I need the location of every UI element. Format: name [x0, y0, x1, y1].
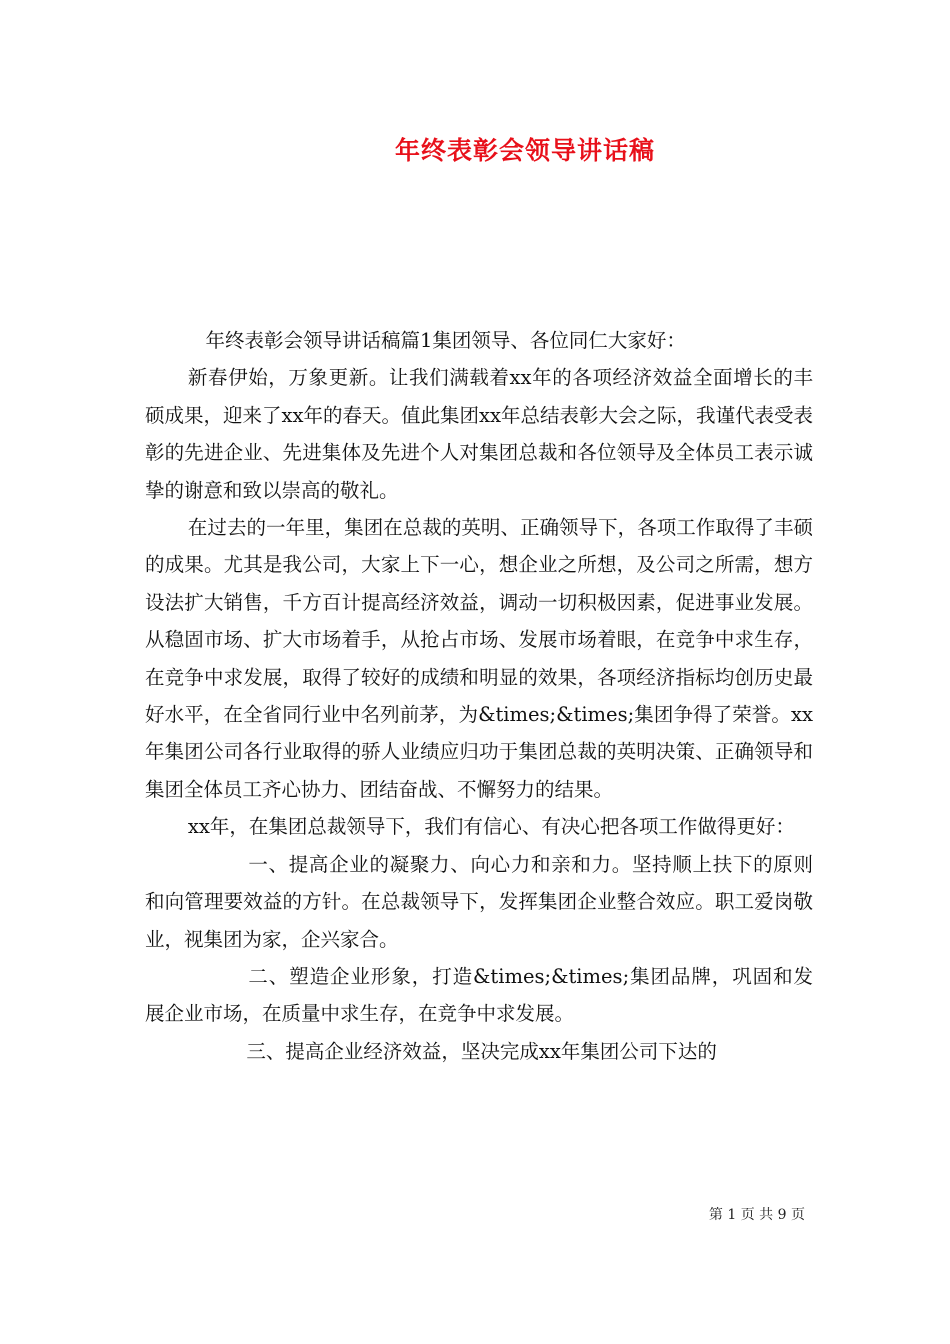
document-title: 年终表彰会领导讲话稿 — [394, 136, 655, 165]
paragraph-past-year: 在过去的一年里，集团在总裁的英明、正确领导下，各项工作取得了丰硕的成果。尤其是我公司，大家上下一心，想企业之所想，及公司之所需，想方设法扩大销售，千方百计提高经济效益，调动一切积极因素，促进事业发展。从稳固市场、扩大市场着手，从抢占市场、发展市场着眼，在竞争中求生存，在竞争中求发展，取得了较好的成绩和明显的效果，各项经济指标均创历史最好水平，在全省同行业中名列前茅，为&times;&times;集团争得了荣誉。xx年集团公司各行业取得的骄人业绩应归功于集团总裁的英明决策、正确领导和集团全体员工齐心协力、团结奋战、不懈努力的结果。 — [145, 516, 813, 801]
document-body — [145, 322, 813, 1070]
paragraph-point-two: 二、塑造企业形象，打造&times;&times;集团品牌，巩固和发展企业市场，在质量中求生存，在竞争中求发展。 — [145, 964, 813, 1026]
paragraph-coming-year: xx年，在集团总裁领导下，我们有信心、有决心把各项工作做得更好： — [187, 815, 795, 839]
paragraph-new-spring: 新春伊始，万象更新。让我们满载着xx年的各项经济效益全面增长的丰硕成果，迎来了xx年的春天。值此集团xx年总结表彰大会之际，我谨代表受表彰的先进企业、先进集体及先进个人对集团总裁和各位领导及全体员工表示诚挚的谢意和致以崇高的敬礼。 — [145, 366, 813, 502]
paragraph-point-one: 一、提高企业的凝聚力、向心力和亲和力。坚持顺上扶下的原则和向管理要效益的方针。在总裁领导下，发挥集团企业整合效应。职工爱岗敬业，视集团为家，企兴家合。 — [145, 852, 813, 951]
paragraph-point-three: 三、提高企业经济效益，坚决完成xx年集团公司下达的 — [246, 1039, 717, 1063]
page-number-footer: 第 1 页 共 9 页 — [708, 1207, 805, 1223]
greeting-paragraph: 年终表彰会领导讲话稿篇1集团领导、各位同仁大家好： — [205, 329, 686, 352]
